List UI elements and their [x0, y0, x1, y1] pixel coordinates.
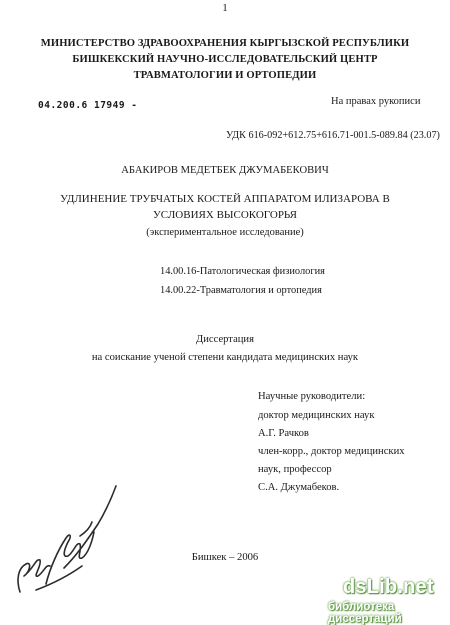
specialty-1: 14.00.16-Патологическая физиология — [160, 266, 325, 277]
supervisor-line-3: член-корр., доктор медицинских — [258, 446, 405, 457]
supervisor-line-1: доктор медицинских наук — [258, 410, 375, 421]
supervisors-heading: Научные руководители: — [258, 391, 366, 402]
degree-line: на соискание ученой степени кандидата медицинских наук — [91, 352, 359, 363]
handwritten-signature — [6, 472, 124, 600]
dissertation-label: Диссертация — [196, 334, 254, 345]
supervisor-line-4: наук, профессор — [258, 464, 332, 475]
rights-note: На правах рукописи — [331, 96, 421, 107]
supervisor-line-5: С.А. Джумабеков. — [258, 482, 340, 493]
subtitle: (экспериментальное исследование) — [146, 227, 304, 238]
organization-line-1: МИНИСТЕРСТВО ЗДРАВООХРАНЕНИЯ КЫРГЫЗСКОЙ РЕСПУБЛИКИ — [40, 38, 410, 49]
organization-line-2: БИШКЕКСКИЙ НАУЧНО-ИССЛЕДОВАТЕЛЬСКИЙ ЦЕНТР — [72, 54, 378, 65]
city-year: Бишкек – 2006 — [191, 552, 259, 563]
organization-line-3: ТРАВМАТОЛОГИИ И ОРТОПЕДИИ — [133, 70, 317, 81]
page-number: 1 — [222, 2, 228, 14]
title-line-2: УСЛОВИЯХ ВЫСОКОГОРЬЯ — [153, 209, 297, 221]
author-name: АБАКИРОВ МЕДЕТБЕК ДЖУМАБЕКОВИЧ — [121, 165, 329, 176]
specialty-2: 14.00.22-Травматология и ортопедия — [160, 285, 322, 296]
supervisor-line-2: А.Г. Рачков — [258, 428, 309, 439]
watermark-tagline: библиотека диссертаций — [328, 601, 402, 625]
title-line-1: УДЛИНЕНИЕ ТРУБЧАТЫХ КОСТЕЙ АППАРАТОМ ИЛИЗАРОВА В — [60, 193, 390, 205]
watermark-logo: dsLib.net — [343, 576, 434, 598]
udk-code: УДК 616-092+612.75+616.71-001.5-089.84 (23.07) — [226, 130, 440, 141]
stamp-number: 04.200.6 17949 - — [38, 100, 138, 111]
watermark — [322, 576, 450, 625]
